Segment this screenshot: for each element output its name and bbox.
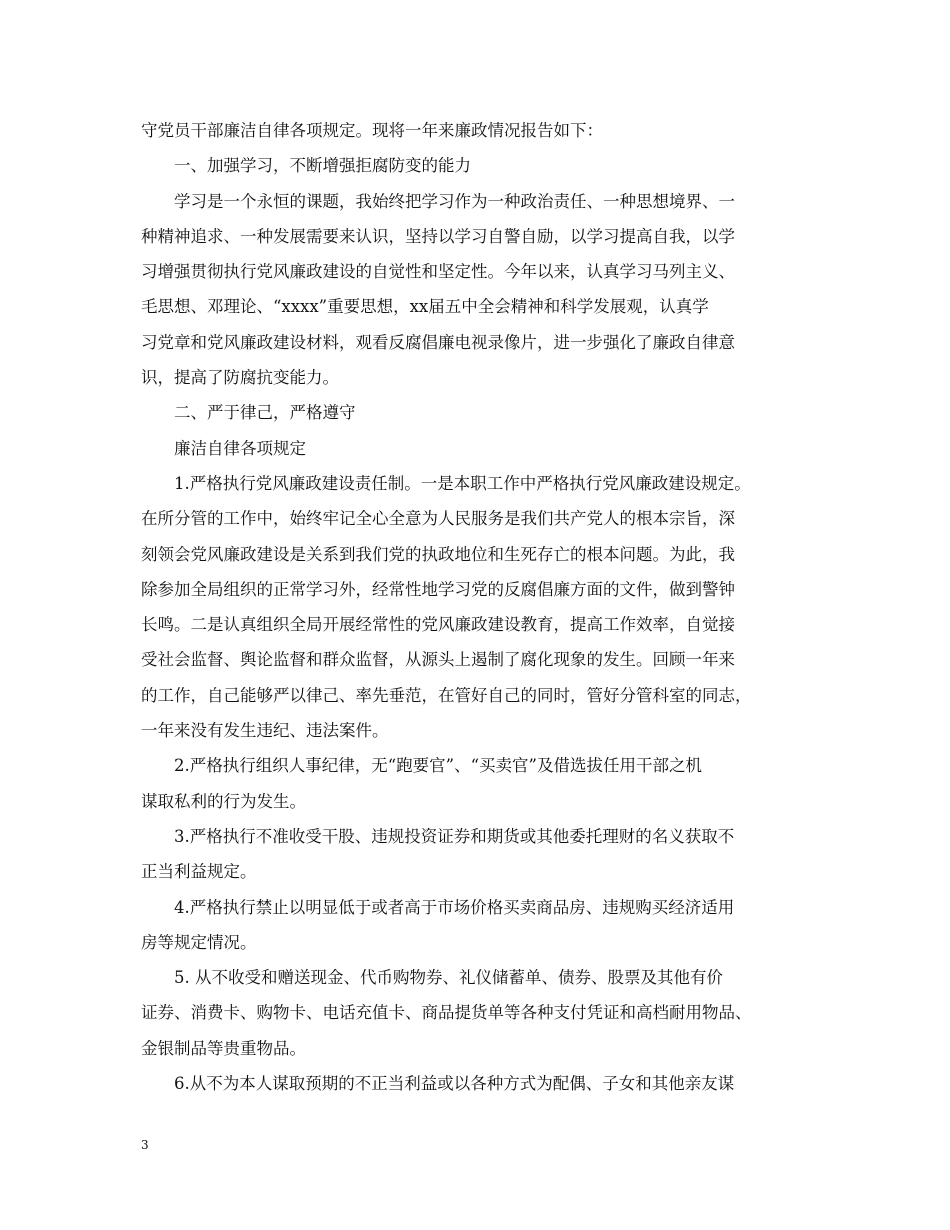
text-line: 一年来没有发生违纪、违法案件。	[141, 721, 389, 741]
text-line: 除参加全局组织的正常学习外，经常性地学习党的反腐倡廉方面的文件，做到警钟	[141, 579, 735, 599]
text-line: 一、加强学习，不断增强拒腐防变的能力	[174, 156, 471, 176]
text-line: 习增强贯彻执行党风廉政建设的自觉性和坚定性。今年以来，认真学习马列主义、	[141, 262, 735, 282]
text-line: 2.严格执行组织人事纪律，无“跑要官”、“买卖官”及借选拔任用干部之机	[174, 756, 702, 776]
text-line: 谋取私利的行为发生。	[141, 791, 306, 811]
text-line: 守党员干部廉洁自律各项规定。现将一年来廉政情况报告如下：	[141, 121, 603, 140]
text-line: 识，提高了防腐抗变能力。	[141, 368, 339, 388]
text-line: 廉洁自律各项规定	[174, 438, 306, 458]
text-line: 金银制品等贵重物品。	[141, 1038, 306, 1058]
text-line: 在所分管的工作中，始终牢记全心全意为人民服务是我们共产党人的根本宗旨，深	[141, 509, 735, 529]
text-line: 毛思想、邓理论、“xxxx”重要思想，xx届五中全会精神和科学发展观，认真学	[141, 297, 709, 317]
text-line: 6.从不为本人谋取预期的不正当利益或以各种方式为配偶、子女和其他亲友谋	[174, 1074, 735, 1094]
text-line: 二、严于律己，严格遵守	[174, 403, 356, 423]
text-line: 房等规定情况。	[141, 932, 257, 952]
page-number: 3	[141, 1138, 149, 1152]
text-line: 5. 从不收受和赠送现金、代币购物券、礼仪储蓄单、债券、股票及其他有价	[174, 968, 723, 988]
text-line: 1.严格执行党风廉政建设责任制。一是本职工作中严格执行党风廉政建设规定。	[174, 473, 751, 493]
text-line: 受社会监督、舆论监督和群众监督，从源头上遏制了腐化现象的发生。回顾一年来	[141, 650, 735, 670]
text-line: 证券、消费卡、购物卡、电话充值卡、商品提货单等各种支付凭证和高档耐用物品、	[141, 1003, 752, 1023]
text-line: 长鸣。二是认真组织全局开展经常性的党风廉政建设教育，提高工作效率，自觉接	[141, 615, 735, 635]
text-line: 正当利益规定。	[141, 862, 257, 882]
text-line: 习党章和党风廉政建设材料，观看反腐倡廉电视录像片，进一步强化了廉政自律意	[141, 332, 735, 352]
text-line: 3.严格执行不准收受干股、违规投资证券和期货或其他委托理财的名义获取不	[174, 826, 735, 846]
text-line: 学习是一个永恒的课题，我始终把学习作为一种政治责任、一种思想境界、一	[174, 191, 735, 211]
text-line: 4.严格执行禁止以明显低于或者高于市场价格买卖商品房、违规购买经济适用	[174, 897, 735, 917]
document-body	[141, 113, 831, 1101]
text-line: 种精神追求、一种发展需要来认识，坚持以学习自警自励，以学习提高自我，以学	[141, 226, 735, 246]
text-line: 的工作，自己能够严以律己、率先垂范，在管好自己的同时，管好分管科室的同志，	[141, 685, 752, 705]
text-line: 刻领会党风廉政建设是关系到我们党的执政地位和生死存亡的根本问题。为此，我	[141, 544, 735, 564]
